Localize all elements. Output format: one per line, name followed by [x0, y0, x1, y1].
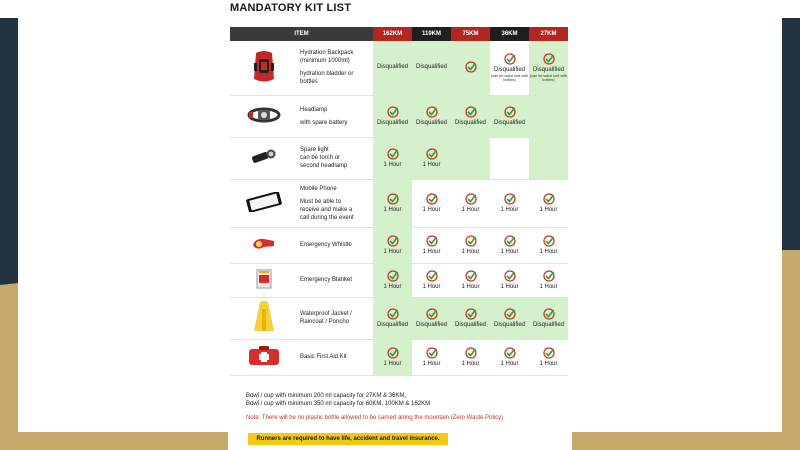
requirement-cell-162km [373, 95, 412, 137]
requirement-text: Disqualified [415, 119, 448, 126]
requirement-cell-119km [412, 137, 451, 179]
whistle-icon [230, 235, 298, 255]
check-icon [451, 193, 490, 205]
check-icon [451, 106, 490, 118]
check-icon [373, 308, 412, 320]
requirement-text: 1 Hour [422, 161, 441, 168]
flashlight-picture [230, 137, 298, 179]
description-line: Waterproof Jacket / [300, 311, 352, 317]
description-line: receive and make a [300, 206, 353, 213]
header-75km: 75KM [451, 27, 490, 41]
requirement-cell-75km [451, 179, 490, 227]
check-icon [490, 106, 529, 118]
requirement-note: (can be waist belt with bottles) [529, 73, 568, 83]
header-27km: 27KM [529, 27, 568, 41]
description-line: Hydration Backpack [300, 50, 354, 57]
requirement-cell-27km [529, 297, 568, 339]
check-icon [373, 347, 412, 359]
description-line: Mobile Phone [300, 185, 337, 192]
backpack-icon [230, 49, 298, 87]
requirement-cell-27km [529, 339, 568, 375]
first-aid-kit-icon [230, 345, 298, 369]
requirement-cell-27km [529, 95, 568, 137]
table-row [230, 339, 568, 375]
header-162km: 162KM [373, 27, 412, 41]
requirement-text: 1 Hour [383, 206, 402, 213]
table-row [230, 263, 568, 297]
kit-list-document [228, 0, 572, 450]
item-description [298, 137, 373, 179]
check-icon [412, 235, 451, 247]
requirement-cell-119km [412, 41, 451, 95]
requirement-text: 1 Hour [539, 283, 558, 290]
description-line: second headlamp [300, 163, 348, 169]
requirement-text: Disqualified [532, 66, 565, 73]
zero-waste-warning: Note: There will be no plastic bottle allowed to be carried along the mountain (Zero Waste Policy) [246, 415, 504, 421]
description-line: (minimum 1000ml) [300, 58, 350, 65]
header-item: ITEM [230, 27, 373, 41]
requirement-text: 1 Hour [383, 283, 402, 290]
requirement-cell-27km [529, 227, 568, 263]
check-icon [529, 308, 568, 320]
description-line: Emergency Whistle [300, 242, 352, 248]
requirement-text: Disqualified [493, 119, 526, 126]
check-icon [412, 193, 451, 205]
requirement-cell-162km [373, 227, 412, 263]
requirement-text: 1 Hour [461, 206, 480, 213]
requirement-cell-36km [490, 137, 529, 179]
requirement-cell-119km [412, 339, 451, 375]
requirement-cell-36km [490, 41, 529, 95]
requirement-cell-162km [373, 179, 412, 227]
requirement-cell-162km [373, 137, 412, 179]
requirement-text: 1 Hour [383, 360, 402, 367]
requirement-text: Disqualified [376, 64, 409, 71]
requirement-cell-27km [529, 41, 568, 95]
description-line: Headlamp [300, 106, 328, 113]
flashlight-icon [230, 148, 298, 168]
requirement-text: 1 Hour [383, 248, 402, 255]
header-36km: 36KM [490, 27, 529, 41]
description-line: Must be able to [300, 198, 342, 205]
blanket-picture [230, 263, 298, 297]
requirement-text: 1 Hour [539, 360, 558, 367]
requirement-text: 1 Hour [500, 206, 519, 213]
check-icon [490, 308, 529, 320]
requirement-text: Disqualified [376, 119, 409, 126]
table-row [230, 179, 568, 227]
blanket-icon [230, 268, 298, 292]
item-description [298, 227, 373, 263]
check-icon [451, 61, 490, 73]
description-line: Emergency Blanket [300, 277, 353, 283]
check-icon [490, 53, 529, 65]
item-description [298, 339, 373, 375]
check-icon [490, 235, 529, 247]
check-icon [529, 347, 568, 359]
description-line: Spare light [300, 147, 329, 153]
check-icon [529, 235, 568, 247]
table-row [230, 297, 568, 339]
item-description [298, 179, 373, 227]
requirement-note: (can be waist belt with bottles) [490, 73, 529, 83]
description-line: Raincoat / Poncho [300, 319, 350, 325]
check-icon [373, 235, 412, 247]
requirement-text: 1 Hour [539, 248, 558, 255]
description-line: with spare battery [300, 119, 348, 126]
first-aid-kit-picture [230, 339, 298, 375]
description-line: hydration bladder or [300, 71, 354, 78]
requirement-cell-75km [451, 41, 490, 95]
headlamp-picture [230, 95, 298, 137]
item-description [298, 263, 373, 297]
item-description [298, 297, 373, 339]
check-icon [529, 53, 568, 65]
requirement-text: 1 Hour [422, 360, 441, 367]
check-icon [373, 193, 412, 205]
check-icon [451, 347, 490, 359]
requirement-text: 1 Hour [422, 283, 441, 290]
requirement-cell-36km [490, 95, 529, 137]
requirement-cell-36km [490, 297, 529, 339]
requirement-cell-119km [412, 227, 451, 263]
phone-icon [230, 192, 298, 214]
cup-note-line-1: Bowl / cup with minimum 200 ml capacity for 27KM & 36KM, [246, 393, 407, 399]
requirement-cell-162km [373, 339, 412, 375]
requirement-text: 1 Hour [500, 360, 519, 367]
cup-note-line-2: Bowl / cup with minimum 350 ml capacity for 60KM, 100KM & 162KM [246, 401, 431, 407]
poncho-picture [230, 297, 298, 339]
requirement-cell-75km [451, 263, 490, 297]
table-row [230, 95, 568, 137]
description-line: bottles [300, 79, 318, 86]
requirement-cell-75km [451, 297, 490, 339]
check-icon [529, 193, 568, 205]
item-description [298, 95, 373, 137]
requirement-text: Disqualified [532, 321, 565, 328]
description-line: Basic First Aid Kit [300, 354, 347, 360]
backpack-picture [230, 41, 298, 95]
requirement-text: 1 Hour [461, 360, 480, 367]
requirement-cell-119km [412, 95, 451, 137]
requirement-text: Disqualified [376, 321, 409, 328]
check-icon [451, 235, 490, 247]
description-line: call during the event [300, 214, 354, 221]
cup-requirements [246, 392, 430, 408]
check-icon [412, 308, 451, 320]
requirement-text: Disqualified [454, 321, 487, 328]
requirement-cell-36km [490, 227, 529, 263]
requirement-text: 1 Hour [422, 248, 441, 255]
description-line: can be torch or [300, 155, 341, 161]
requirement-cell-75km [451, 95, 490, 137]
check-icon [490, 270, 529, 282]
requirement-text: 1 Hour [539, 206, 558, 213]
check-icon [451, 270, 490, 282]
requirement-cell-27km [529, 137, 568, 179]
kit-table [230, 27, 568, 376]
requirement-text: 1 Hour [383, 161, 402, 168]
requirement-text: 1 Hour [500, 283, 519, 290]
requirement-text: Disqualified [454, 119, 487, 126]
check-icon [412, 270, 451, 282]
table-row [230, 41, 568, 95]
check-icon [412, 347, 451, 359]
table-header-row [230, 27, 568, 41]
requirement-text: Disqualified [415, 64, 448, 71]
headlamp-icon [230, 106, 298, 126]
requirement-cell-75km [451, 227, 490, 263]
check-icon [490, 347, 529, 359]
requirement-cell-119km [412, 263, 451, 297]
requirement-cell-75km [451, 137, 490, 179]
requirement-text: 1 Hour [422, 206, 441, 213]
whistle-picture [230, 227, 298, 263]
requirement-cell-36km [490, 179, 529, 227]
table-row [230, 227, 568, 263]
requirement-text: Disqualified [493, 66, 526, 73]
requirement-text: 1 Hour [461, 248, 480, 255]
requirement-cell-119km [412, 179, 451, 227]
check-icon [373, 106, 412, 118]
requirement-cell-36km [490, 263, 529, 297]
check-icon [373, 270, 412, 282]
requirement-text: Disqualified [493, 321, 526, 328]
requirement-text: 1 Hour [500, 248, 519, 255]
requirement-cell-36km [490, 339, 529, 375]
page-title: MANDATORY KIT LIST [230, 2, 352, 14]
requirement-cell-162km [373, 297, 412, 339]
requirement-cell-27km [529, 263, 568, 297]
header-119km: 119KM [412, 27, 451, 41]
requirement-cell-75km [451, 339, 490, 375]
requirement-cell-162km [373, 41, 412, 95]
check-icon [373, 148, 412, 160]
requirement-cell-119km [412, 297, 451, 339]
check-icon [451, 308, 490, 320]
check-icon [412, 106, 451, 118]
requirement-cell-27km [529, 179, 568, 227]
requirement-text: Disqualified [415, 321, 448, 328]
requirement-text: 1 Hour [461, 283, 480, 290]
phone-picture [230, 179, 298, 227]
requirement-cell-162km [373, 263, 412, 297]
table-row [230, 137, 568, 179]
check-icon [529, 270, 568, 282]
item-description [298, 41, 373, 95]
check-icon [490, 193, 529, 205]
insurance-banner: Runners are required to have life, accident and travel insurance. [248, 433, 448, 445]
check-icon [412, 148, 451, 160]
poncho-icon [230, 299, 298, 337]
